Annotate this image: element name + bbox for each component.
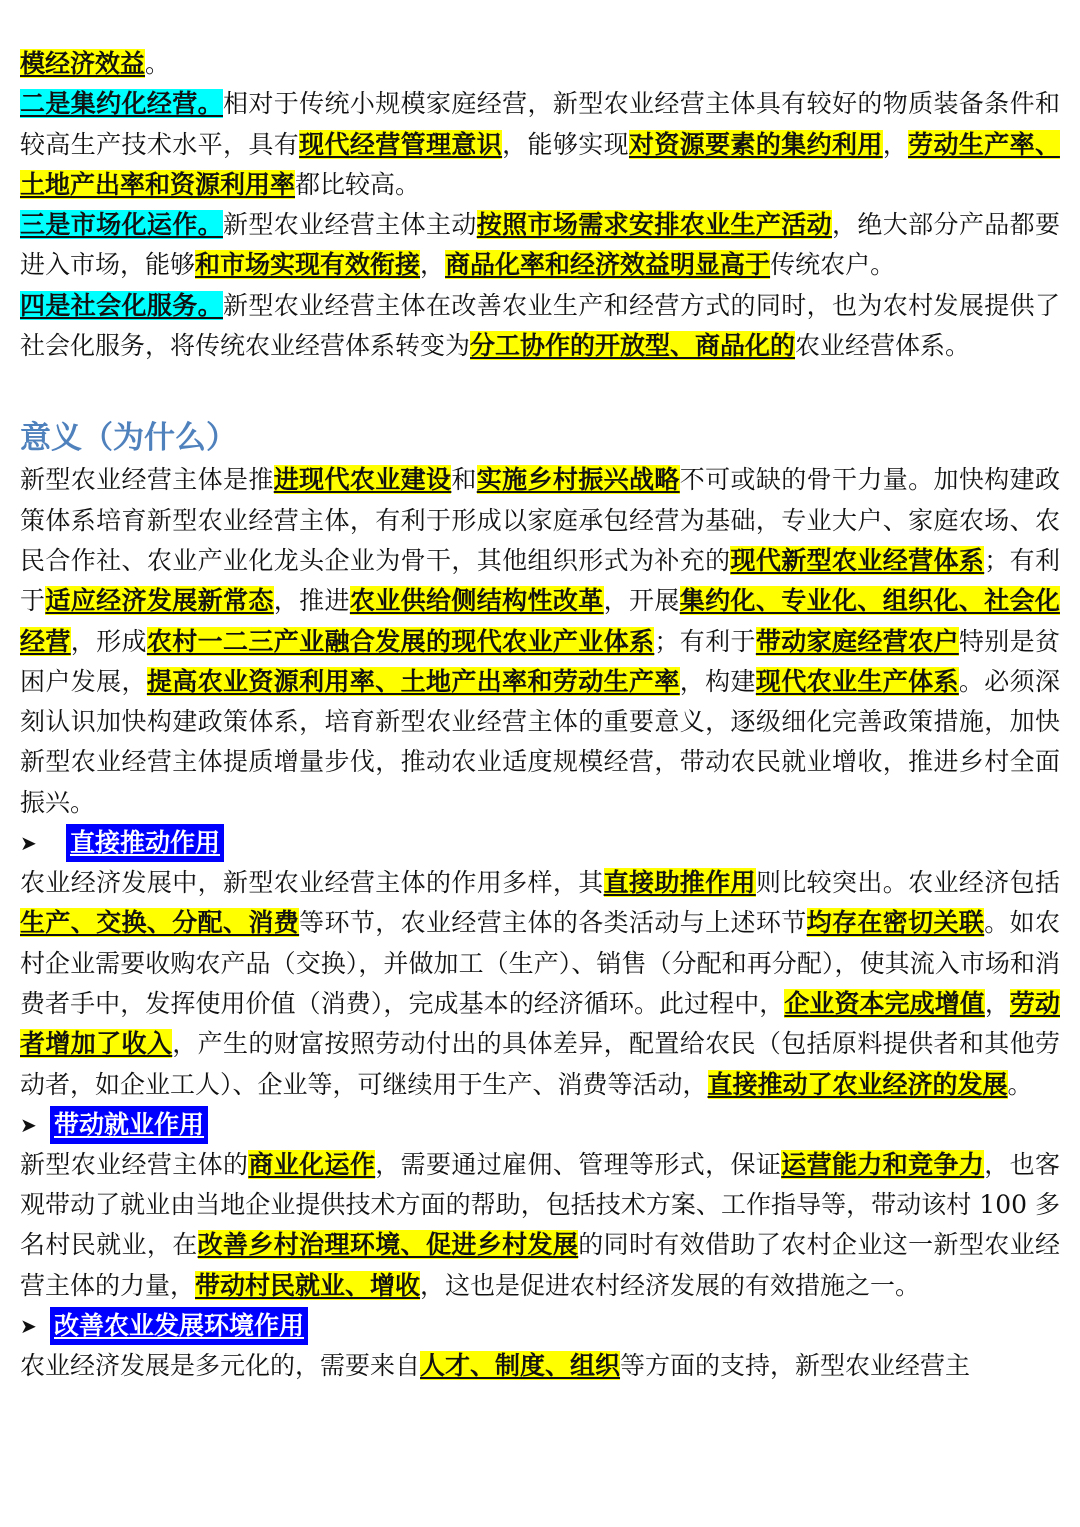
highlight-text: 现代农业生产体系 [755, 666, 959, 696]
highlight-text: 实施乡村振兴战略 [476, 465, 680, 495]
highlight-text: 集约化、专业化、组织化、社会化经营 [20, 586, 1060, 656]
point-label: 三是市场化运作。 [20, 210, 223, 240]
paragraph-direct-push: 农业经济发展中，新型农业经营主体的作用多样，其直接助推作用则比较突出。农业经济包括生产、交换、分配、消费等环节，农业经营主体的各类活动与上述环节均存在密切关联。如农村企业需要收购农产品（交换），并做加工（生产）、销售（分配和再分配），使其流入市场和消费者手中，发挥使用价值（消费），完成基本的经济循环。此过程中，企业资本完成增值，劳动者增加了收入，产生的财富按照劳动付出的具体差异，配置给农民（包括原料提供者和其他劳动者，如企业工人）、企业等，可继续用于生产、消费等活动，直接推动了农业经济的发展。 [20, 868, 1060, 1099]
paragraph-benefit-end: 模经济效益。 [20, 49, 171, 78]
paragraph-intensive: 二是集约化经营。相对于传统小规模家庭经营，新型农业经营主体具有较好的物质装备条件和较高生产技术水平，具有现代经营管理意识，能够实现对资源要素的集约利用，劳动生产率、土地产出率和资源利用率都比较高。 [20, 89, 1060, 199]
point-label: 四是社会化服务。 [20, 290, 223, 320]
highlight-text: 劳动生产率、土地产出率和资源利用率 [20, 129, 1060, 199]
highlight-text: 农村一二三产业融合发展的现代农业产业体系 [146, 626, 655, 656]
section-heading: 意义（为什么） [20, 420, 237, 457]
highlight-text: 带动家庭经营农户 [755, 626, 959, 656]
highlight-text: 劳动者增加了收入 [20, 988, 1060, 1059]
highlight-text: 改善乡村治理环境、促进乡村发展 [197, 1230, 579, 1260]
highlight-text: 生产、交换、分配、消费 [20, 908, 300, 938]
highlight-text: 商品化率和经济效益明显高于 [445, 250, 771, 280]
highlight-text: 农业供给侧结构性改革 [349, 586, 604, 616]
paragraph-environment: 农业经济发展是多元化的，需要来自人才、制度、组织等方面的支持，新型农业经营主 [20, 1351, 971, 1381]
highlight-text: 均存在密切关联 [806, 908, 985, 938]
spacer [20, 366, 1060, 406]
highlight-text: 进现代农业建设 [273, 465, 452, 495]
bullet-direct-push [20, 823, 1060, 863]
highlight-text: 对资源要素的集约利用 [628, 129, 883, 159]
bullet-tag: 带动就业作用 [50, 1106, 208, 1144]
point-label: 二是集约化经营。 [20, 89, 223, 119]
highlight-text: 提高农业资源利用率、土地产出率和劳动生产率 [146, 666, 680, 696]
highlight-text: 直接推动了农业经济的发展 [707, 1069, 1008, 1099]
paragraph-market: 三是市场化运作。新型农业经营主体主动按照市场需求安排农业生产活动，绝大部分产品都要进入市场，能够和市场实现有效衔接，商品化率和经济效益明显高于传统农户。 [20, 210, 1060, 280]
paragraph-significance: 新型农业经营主体是推进现代农业建设和实施乡村振兴战略不可或缺的骨干力量。加快构建政策体系培育新型农业经营主体，有利于形成以家庭承包经营为基础，专业大户、家庭农场、农民合作社、农业产业化龙头企业为骨干，其他组织形式为补充的现代新型农业经营体系；有利于适应经济发展新常态，推进农业供给侧结构性改革，开展集约化、专业化、组织化、社会化经营，形成农村一二三产业融合发展的现代农业产业体系；有利于带动家庭经营农户特别是贫困户发展，提高农业资源利用率、土地产出率和劳动生产率，构建现代农业生产体系。必须深刻认识加快构建政策体系，培育新型农业经营主体的重要意义，逐级细化完善政策措施，加快新型农业经营主体提质增量步伐，推动农业适度规模经营，带动农民就业增收，推进乡村全面振兴。 [20, 465, 1060, 817]
arrow-bullet-icon: ➤ [20, 1314, 37, 1339]
highlight-text: 适应经济发展新常态 [45, 586, 274, 616]
highlight-text: 现代经营管理意识 [299, 129, 503, 159]
highlight-text: 人才、制度、组织 [420, 1351, 621, 1381]
highlight-text: 分工协作的开放型、商品化的 [470, 331, 796, 361]
highlight-text: 直接助推作用 [603, 868, 756, 898]
paragraph-social-service: 四是社会化服务。新型农业经营主体在改善农业生产和经营方式的同时，也为农村发展提供了社会化服务，将传统农业经营体系转变为分工协作的开放型、商品化的农业经营体系。 [20, 290, 1060, 361]
highlight-text: 和市场实现有效衔接 [195, 250, 421, 280]
highlight-text: 运营能力和竞争力 [781, 1149, 985, 1179]
bullet-tag: 改善农业发展环境作用 [50, 1307, 308, 1345]
highlight-text: 按照市场需求安排农业生产活动 [476, 210, 832, 240]
highlight-text: 商业化运作 [248, 1149, 376, 1179]
highlight-text: 带动村民就业、增收 [195, 1270, 421, 1300]
paragraph-employment: 新型农业经营主体的商业化运作，需要通过雇佣、管理等形式，保证运营能力和竞争力，也客观带动了就业由当地企业提供技术方面的帮助，包括技术方案、工作指导等，带动该村 100 多名村民就业，在改善乡村治理环境、促进乡村发展的同时有效借助了农村企业这一新型农业经营主体的力量，带动村民就业、增收，这也是促进农村经济发展的有效措施之一。 [20, 1149, 1060, 1300]
arrow-bullet-icon: ➤ [20, 831, 37, 856]
bullet-tag: 直接推动作用 [66, 824, 224, 862]
bullet-environment [20, 1306, 1060, 1346]
bullet-employment [20, 1105, 1060, 1145]
arrow-bullet-icon: ➤ [20, 1112, 37, 1137]
highlight-text: 现代新型农业经营体系 [730, 545, 985, 575]
highlight-text: 模经济效益 [20, 49, 146, 78]
highlight-text: 企业资本完成增值 [784, 988, 985, 1018]
